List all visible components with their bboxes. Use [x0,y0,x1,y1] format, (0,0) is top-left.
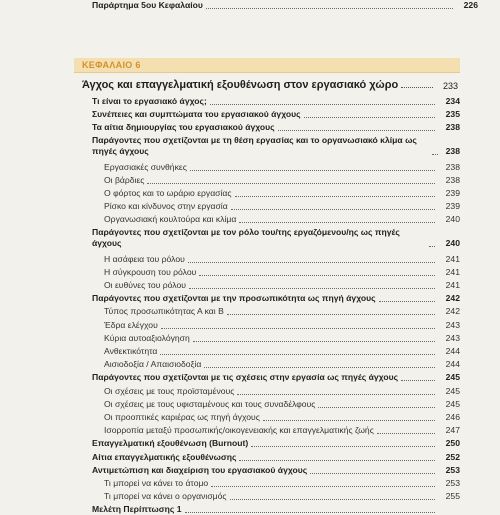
toc-entry-label: Παράγοντες που σχετίζονται με την προσωπικότητα ως πηγή άγχους [92,293,376,304]
toc-entry[interactable] [74,279,460,291]
chapter-label: ΚΕΦΑΛΑΙΟ 6 [82,60,141,70]
dot-leader [377,433,435,434]
toc-entry-label: Εργασιακές συνθήκες [104,161,187,172]
toc-entry[interactable] [74,135,460,157]
dot-leader [379,301,435,302]
toc-entry-page: 241 [445,266,460,277]
dot-leader [211,486,435,487]
toc-entry-page: 242 [445,293,460,304]
toc-entry-label: Αίτια επαγγελματικής εξουθένωσης [92,451,237,462]
toc-entry-label: Παράγοντες που σχετίζονται με τις σχέσεις στην εργασία ως πηγές άγχους [92,372,399,383]
toc-entry-label: Έδρα ελέγχου [104,319,158,330]
toc-entry-label: Τι μπορεί να κάνει το άτομο [104,478,209,488]
dot-leader [193,341,435,342]
toc-entry-label: Οι προοπτικές καριέρας ως πηγή άγχους [104,412,260,422]
toc-entry-page: 247 [445,425,460,436]
chapter-band [74,58,460,73]
toc-entry[interactable] [74,358,460,370]
toc-entry-label: Κύρια αυτοαξιολόγηση [104,332,190,343]
toc-entry[interactable] [74,95,460,107]
dot-leader [147,183,435,184]
toc-entry[interactable] [74,398,460,410]
toc-entry-label: Η σύγκρουση του ρόλου [104,266,197,277]
toc-entry-page: 245 [445,398,460,409]
toc-entry[interactable] [74,411,460,423]
dot-leader [231,209,435,210]
toc-entry-label: Ρίσκο και κίνδυνος στην εργασία [104,201,228,212]
toc-entry-page: 238 [445,122,460,133]
chapter-page: 233 [442,81,458,91]
toc-entry-label: Οργανωσιακή κουλτούρα και κλίμα [104,214,237,225]
toc-entry-page: 244 [445,359,460,370]
toc-entry-page: 235 [445,109,460,120]
toc-entry[interactable] [74,292,460,304]
toc-entry[interactable] [74,490,460,502]
toc-entry-label: Ισορροπία μεταξύ προσωπικής/οικογενειακής και επαγγελματικής ζωής [104,425,374,436]
toc-entry[interactable] [74,424,460,436]
toc-entry[interactable] [74,385,460,397]
dot-leader [318,407,435,408]
toc-entry[interactable] [74,266,460,278]
toc-entry-label: Οι σχέσεις με τους προϊσταμένους [104,385,235,396]
toc-entry-label: Μελέτη Περίπτωσης 1 [92,504,182,515]
dot-leader [185,512,435,513]
toc-entry[interactable] [74,319,460,331]
toc-entry-label: Η ασάφεια του ρόλου [104,253,185,264]
dot-leader [251,446,435,447]
toc-entry-page: 243 [445,319,460,330]
toc-entry-label: Αισιοδοξία / Απαισιοδοξία [104,359,202,370]
toc-entry-page: 245 [445,385,460,396]
toc-entry-label: Επαγγελματική εξουθένωση (Burnout) [92,438,249,449]
dot-leader [204,367,435,368]
toc-entry[interactable] [74,437,460,449]
toc-entry-page: 240 [445,237,460,248]
toc-entry[interactable] [74,451,460,463]
toc-entry[interactable] [74,503,460,515]
toc-entry[interactable] [74,213,460,225]
toc-entry-page: 240 [445,214,460,225]
dot-leader [278,130,435,131]
dot-leader [263,420,435,421]
dot-leader [235,196,435,197]
chapter-title[interactable] [82,77,458,91]
dot-leader [190,170,435,171]
toc-entry-page: 253 [445,478,460,488]
toc-entry-page: 239 [445,201,460,212]
dot-leader [401,87,433,88]
dot-leader [237,394,435,395]
toc-entry-label: Τι μπορεί να κάνει ο οργανισμός [104,491,227,502]
toc-entry[interactable] [74,477,460,489]
dot-leader [227,314,435,315]
toc-entry-page: 239 [445,188,460,198]
toc-entry-page: 255 [445,491,460,502]
toc-entry-label: Παράγοντες που σχετίζονται με τον ρόλο του/της εργαζόμενου/ης ως πηγές άγχους [92,226,400,248]
toc-entry[interactable] [74,108,460,120]
dot-leader [401,380,435,381]
toc-entry-label: Παράρτημα 5ου Κεφαλαίου [92,0,203,10]
toc-entry-label: Οι σχέσεις με τους υφισταμένους και τους συναδέλφους [104,398,316,409]
dot-leader [432,154,438,155]
toc-entry-label: Τύπος προσωπικότητας Α και Β [104,306,224,317]
toc-entry-page: 234 [445,96,460,106]
toc-entry[interactable] [74,464,460,476]
toc-entry[interactable] [74,174,460,186]
toc-entry[interactable] [74,345,460,357]
toc-entry[interactable] [74,332,460,344]
toc-entry-page: 252 [445,451,460,462]
toc-entry-page: 238 [445,174,460,185]
toc-entry-page: 238 [445,161,460,172]
toc-entry[interactable] [74,161,460,173]
toc-entry[interactable] [74,305,460,317]
toc-entry-label: Συνέπειες και συμπτώματα του εργασιακού άγχους [92,109,301,120]
dot-leader [239,222,435,223]
toc-page [74,0,478,515]
toc-entry-page: 238 [445,145,460,156]
toc-entry-page: 241 [445,253,460,264]
toc-entry-label: Οι βάρδιες [104,174,145,185]
chapter-title-text: Άγχος και επαγγελματική εξουθένωση στον εργασιακό χώρο [82,79,399,91]
dot-leader [206,8,453,9]
dot-leader [239,460,435,461]
dot-leader [310,473,435,474]
toc-entry-label: Ο φόρτος και το ωράριο εργασίας [104,188,232,198]
toc-entry-page: 241 [445,280,460,290]
toc-entry-page: 226 [463,0,478,10]
toc-entry-page: 243 [445,332,460,343]
toc-entry-label: Αντιμετώπιση και διαχείριση του εργασιακού άγχους [92,464,308,475]
dot-leader [304,117,435,118]
toc-entry-label: Ανθεκτικότητα [104,346,158,356]
toc-entry[interactable] [74,121,460,133]
toc-entry-label: Τι είναι το εργασιακό άγχος; [92,96,207,106]
toc-entry-page: 244 [445,346,460,356]
toc-entry-page: 245 [445,372,460,383]
toc-entry[interactable] [74,371,460,383]
toc-entry[interactable] [74,227,460,249]
dot-leader [210,104,435,105]
toc-entry[interactable] [74,253,460,265]
toc-entry-page: 253 [445,464,460,475]
dot-leader [160,354,435,355]
dot-leader [189,288,435,289]
dot-leader [161,328,435,329]
toc-entry-appendix[interactable] [74,0,478,11]
toc-entry-page: 250 [445,438,460,449]
dot-leader [429,246,435,247]
toc-entry-page: 246 [445,412,460,422]
toc-entry-page: 242 [445,306,460,317]
toc-entry[interactable] [74,187,460,199]
toc-entry-label: Οι ευθύνες του ρόλου [104,280,186,290]
toc-entry[interactable] [74,200,460,212]
dot-leader [188,262,435,263]
toc-entry-label: Τα αίτια δημιουργίας του εργασιακού άγχους [92,122,275,133]
toc-entry-label: Παράγοντες που σχετίζονται με τη θέση εργασίας και το οργανωσιακό κλίμα ως πηγές άγχους [92,134,417,156]
dot-leader [199,275,435,276]
